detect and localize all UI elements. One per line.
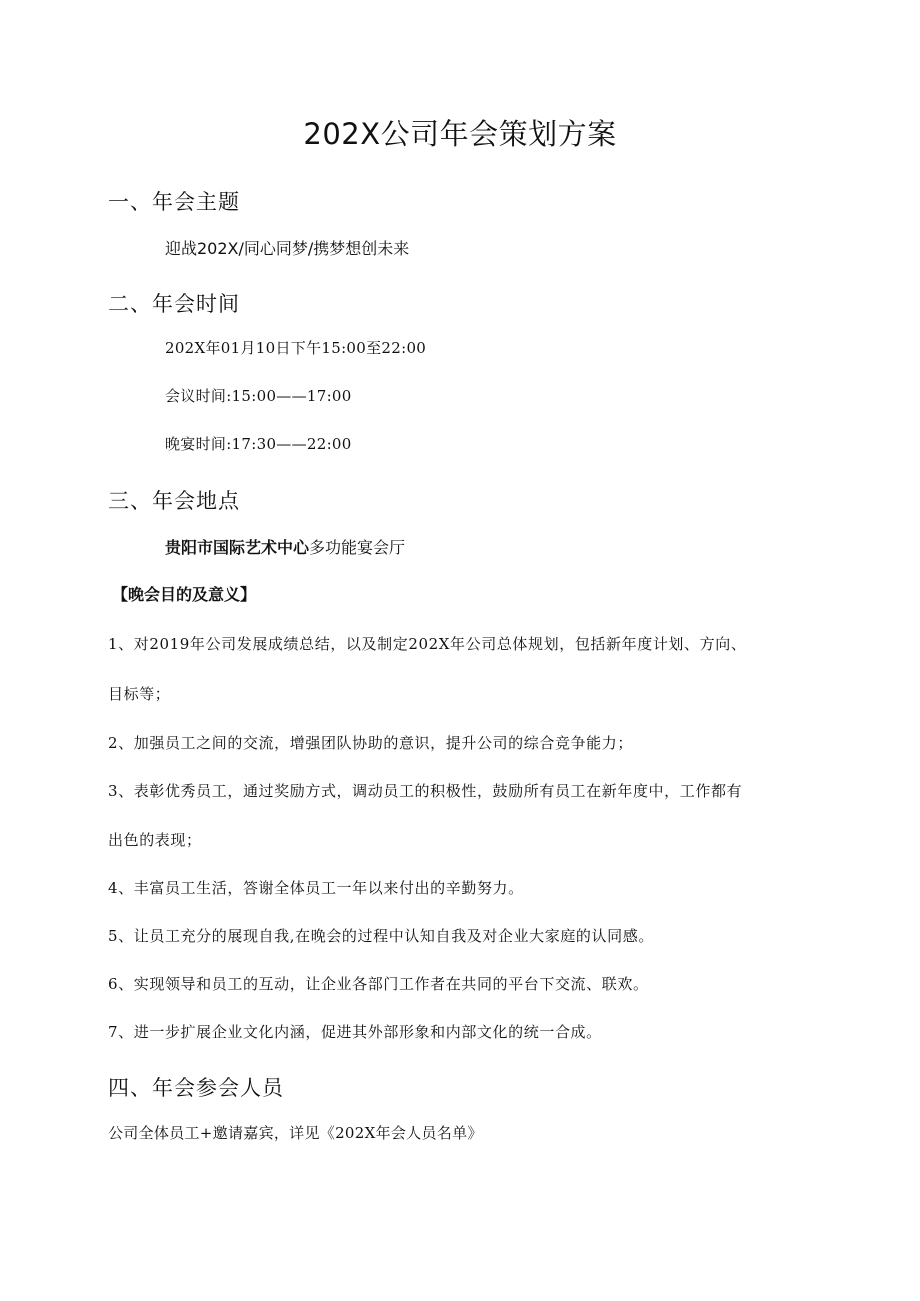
purpose-item-7: 7、进一步扩展企业文化内涵，促进其外部形象和内部文化的统一合成。 [108,1023,602,1041]
purpose-item-5: 5、让员工充分的展现自我,在晚会的过程中认知自我及对企业大家庭的认同感。 [108,927,654,945]
purpose-item-3-line1: 3、表彰优秀员工，通过奖励方式，调动员工的积极性，鼓励所有员工在新年度中，工作都有 [108,782,743,800]
venue-text [165,535,405,558]
purpose-item-4: 4、丰富员工生活，答谢全体员工一年以来付出的辛勤努力。 [108,879,524,897]
purpose-heading: 【晚会目的及意义】 [112,585,257,604]
venue-name: 贵阳市国际艺术中心 [165,538,310,557]
section-heading-theme: 一、年会主题 [108,190,240,214]
section-heading-time: 二、年会时间 [108,292,240,316]
time-line-date: 202X年01月10日下午15:00至22:00 [165,339,427,357]
purpose-item-1-line1: 1、对2019年公司发展成绩总结，以及制定202X年公司总体规划，包括新年度计划、方向、 [108,635,747,653]
time-line-meeting: 会议时间:15:00——17:00 [165,387,352,405]
theme-text: 迎战202X/同心同梦/携梦想创未来 [165,239,410,258]
attendees-text: 公司全体员工+邀请嘉宾，详见《202X年会人员名单》 [108,1124,483,1142]
purpose-item-3-line2: 出色的表现； [108,831,202,849]
document-title: 202X公司年会策划方案 [303,117,617,151]
venue-room: 多功能宴会厅 [309,538,406,557]
section-heading-attendees: 四、年会参会人员 [108,1076,284,1100]
time-line-banquet: 晚宴时间:17:30——22:00 [165,435,352,453]
purpose-item-1-line2: 目标等； [108,685,171,703]
section-heading-venue: 三、年会地点 [108,489,240,513]
purpose-item-6: 6、实现领导和员工的互动，让企业各部门工作者在共同的平台下交流、联欢。 [108,975,649,993]
purpose-item-2: 2、加强员工之间的交流，增强团队协助的意识，提升公司的综合竞争能力； [108,734,633,752]
